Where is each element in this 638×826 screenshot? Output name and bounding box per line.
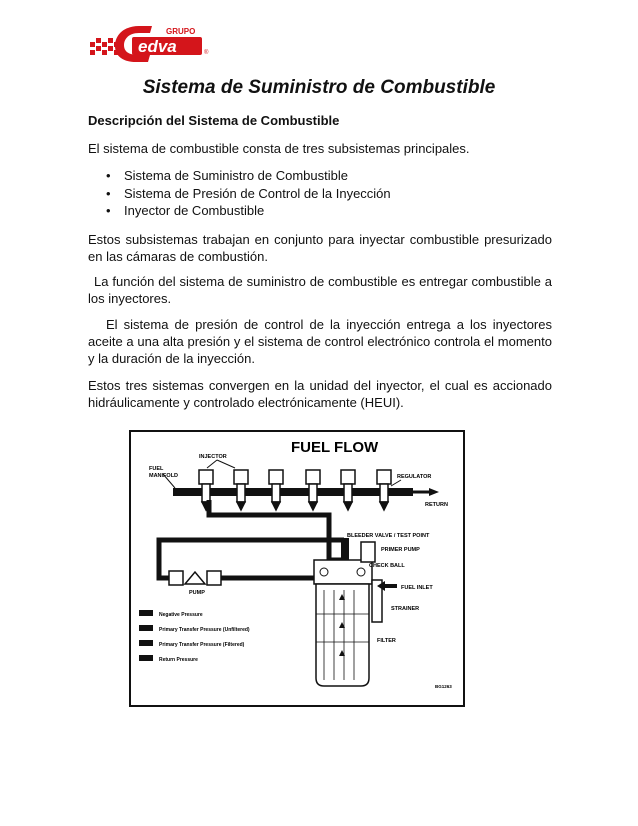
pump-label: PUMP [189, 590, 205, 596]
paragraph-subsystems: Estos subsistemas trabajan en conjunto para inyectar combustible presurizado en las cámaras de combustión. [88, 232, 552, 264]
fuel-flow-diagram [129, 430, 465, 707]
section-heading: Descripción del Sistema de Combustible [88, 113, 340, 128]
intro-paragraph: El sistema de combustible consta de tres subsistemas principales. [88, 141, 470, 156]
paragraph-injection-pressure: El sistema de presión de control de la inyección entrega a los inyectores aceite a una alta presión y el sistema de control electrónico controla el momento y la duración de la inyección. [88, 317, 552, 366]
legend-item-filtered: Primary Transfer Pressure (Filtered) [159, 642, 245, 648]
diagram-title: FUEL FLOW [291, 439, 379, 456]
return-label: RETURN [425, 502, 448, 508]
list-item: • Inyector de Combustible [88, 202, 391, 220]
legend-item-return: Return Pressure [159, 657, 198, 663]
check-ball-label: CHECK BALL [369, 563, 405, 569]
legend-item-negative: Negative Pressure [159, 612, 203, 618]
paragraph-supply-function: La función del sistema de suministro de combustible es entregar combustible a los inyectores. [88, 274, 552, 306]
diagram-code: BG1263 [435, 684, 452, 689]
strainer-label: STRAINER [391, 606, 420, 612]
logo-brand-text: edva [138, 37, 177, 56]
primer-pump-label: PRIMER PUMP [381, 547, 420, 553]
fuel-manifold-label: FUEL [149, 466, 164, 472]
list-item: • Sistema de Presión de Control de la Inyección [88, 185, 391, 203]
filter-label: FILTER [377, 638, 396, 644]
grupo-cedva-logo [90, 22, 220, 64]
paragraph-heui: Estos tres sistemas convergen en la unidad del inyector, el cual es accionado hidráulicamente y controlado electrónicamente (HEUI). [88, 378, 552, 410]
fuel-filter [314, 560, 372, 686]
fuel-inlet-label: FUEL INLET [401, 585, 433, 591]
legend-item-unfiltered: Primary Transfer Pressure (Unfiltered) [159, 627, 250, 633]
logo-group-text: GRUPO [166, 27, 196, 36]
bleeder-label: BLEEDER VALVE / TEST POINT [347, 533, 430, 539]
page-title: Sistema de Suministro de Combustible [142, 77, 496, 98]
list-item: • Sistema de Suministro de Combustible [88, 167, 391, 185]
injector-label: INJECTOR [199, 454, 227, 460]
regulator-label: REGULATOR [397, 474, 432, 480]
fuel-pump [169, 571, 221, 585]
bleeder-valve [341, 538, 349, 560]
subsystem-list [88, 167, 391, 220]
logo-registered-mark: ® [204, 50, 209, 56]
primer-pump [361, 542, 375, 562]
diagram-frame [130, 431, 464, 706]
fuel-manifold-label-2: MANIFOLD [149, 473, 179, 479]
